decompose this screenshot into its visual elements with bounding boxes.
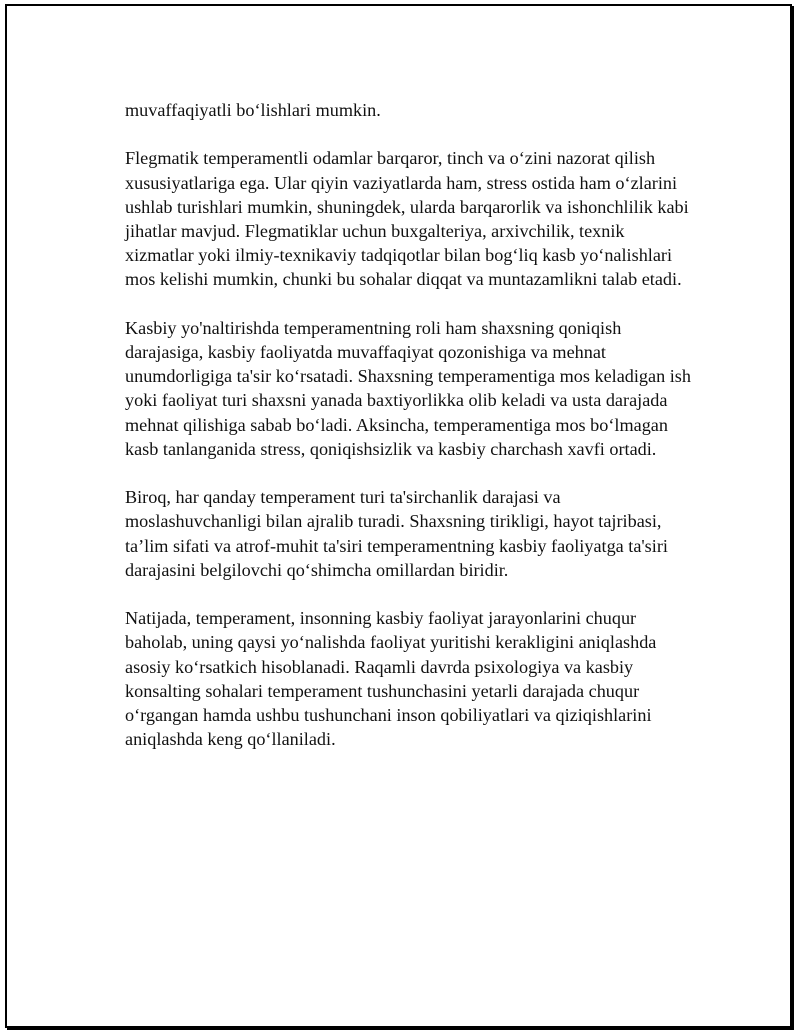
paragraph-career-guidance: Kasbiy yo'naltirishda temperamentning roli ham shaxsning qoniqish darajasiga, kasbiy faoliyatda muvaffaqiyat qozonishiga va mehnat unumdorligiga ta'sir ko‘rsatadi. Shaxsning temperamentiga mos keladigan ish yoki faoliyat turi shaxsni yanada baxtiyorlikka olib keladi va usta darajada mehnat qilishiga sabab bo‘ladi. Aksincha, temperamentiga mos bo‘lmagan kasb tanlanganida stress, qoniqishsizlik va kasbiy charchash xavfi ortadi. bbox=[125, 317, 691, 459]
paragraph-phlegmatic: Flegmatik temperamentli odamlar barqaror, tinch va o‘zini nazorat qilish xususiyatlariga ega. Ular qiyin vaziyatlarda ham, stress ostida ham o‘zlarini ushlab turishlari mumkin, shuningdek, ularda barqarorlik va ishonchlilik kabi jihatlar mavjud. Flegmatiklar uchun buxgalteriya, arxivchilik, texnik xizmatlar yoki ilmiy-texnikaviy tadqiqotlar bilan bog‘liq kasb yo‘nalishlari mos kelishi mumkin, chunki bu sohalar diqqat va muntazamlikni talab etadi. bbox=[125, 148, 689, 290]
page-content bbox=[125, 98, 695, 776]
page-frame bbox=[5, 4, 792, 1028]
paragraph-conclusion: Natijada, temperament, insonning kasbiy faoliyat jarayonlarini chuqur baholab, uning qaysi yo‘nalishda faoliyat yuritishi kerakligini aniqlashda asosiy ko‘rsatkich hisoblanadi. Raqamli davrda psixologiya va kasbiy konsalting sohalari temperament tushunchasini yetarli darajada chuqur o‘rgangan hamda ushbu tushunchani inson qobiliyatlari va qiziqishlarini aniqlashda keng qo‘llaniladi. bbox=[125, 608, 657, 750]
paragraph-individual-factors: Biroq, har qanday temperament turi ta'sirchanlik darajasi va moslashuvchanligi bilan ajralib turadi. Shaxsning tirikligi, hayot tajribasi, ta’lim sifati va atrof-muhit ta'siri temperamentning kasbiy faoliyatga ta'siri darajasini belgilovchi qo‘shimcha omillardan biridir. bbox=[125, 487, 668, 580]
paragraph-continuation: muvaffaqiyatli bo‘lishlari mumkin. bbox=[125, 100, 381, 120]
